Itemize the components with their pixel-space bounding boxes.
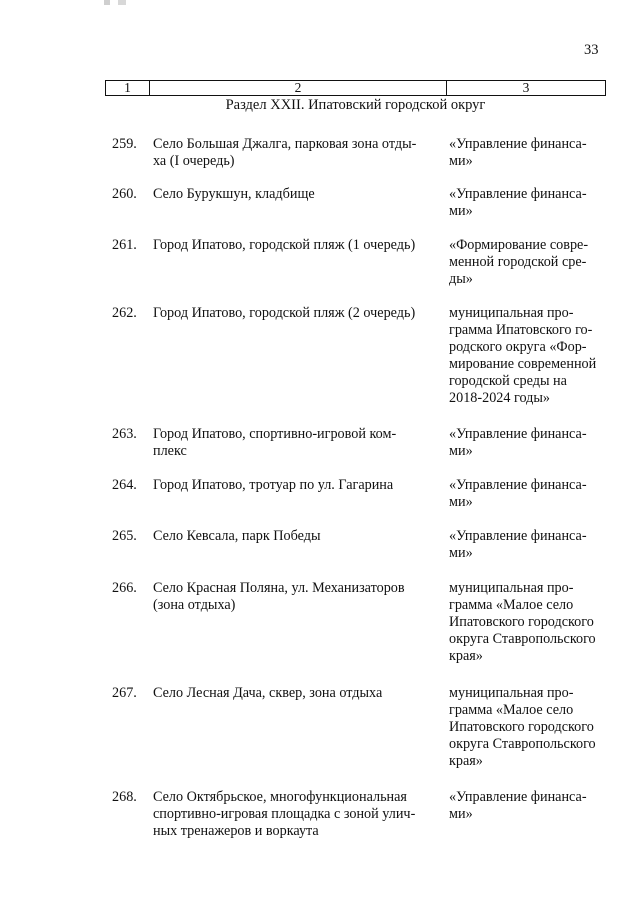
program-line: менной городской сре- (449, 254, 587, 270)
place-line: Село Октябрьское, многофункциональная (153, 789, 407, 805)
entry-place (153, 136, 439, 170)
entry-place (153, 789, 439, 840)
place-line: ных тренажеров и воркаута (153, 823, 319, 839)
entry-program (449, 426, 609, 460)
place-line: ха (I очередь) (153, 153, 235, 169)
program-line: ми» (449, 443, 473, 459)
program-line: грамма «Малое село (449, 597, 574, 613)
program-line: ми» (449, 545, 473, 561)
place-line: спортивно-игровая площадка с зоной улич- (153, 806, 416, 822)
entry-program (449, 789, 609, 823)
entry-place (153, 186, 439, 203)
entry-number: 266. (112, 580, 137, 596)
page-number: 33 (584, 42, 599, 58)
place-line: Город Ипатово, спортивно-игровой ком- (153, 426, 397, 442)
place-line: плекс (153, 443, 187, 459)
program-line: края» (449, 648, 483, 664)
program-line: «Формирование совре- (449, 237, 589, 253)
program-line: «Управление финанса- (449, 477, 587, 493)
place-line: (зона отдыха) (153, 597, 236, 613)
program-line: «Управление финанса- (449, 789, 587, 805)
program-line: муниципальная про- (449, 685, 574, 701)
program-line: ми» (449, 153, 473, 169)
header-col-3: 3 (522, 80, 530, 95)
entry-place (153, 305, 439, 322)
entry-number: 267. (112, 685, 137, 701)
program-line: «Управление финанса- (449, 528, 587, 544)
program-line: «Управление финанса- (449, 426, 587, 442)
program-line: «Управление финанса- (449, 136, 587, 152)
entry-place (153, 237, 439, 254)
place-line: Село Большая Джалга, парковая зона отды- (153, 136, 417, 152)
program-line: грамма Ипатовского го- (449, 322, 593, 338)
program-line: городской среды на (449, 373, 567, 389)
place-line: Город Ипатово, тротуар по ул. Гагарина (153, 477, 394, 493)
program-line: ды» (449, 271, 473, 287)
entry-number: 264. (112, 477, 137, 493)
program-line: родского округа «Фор- (449, 339, 587, 355)
entry-program (449, 685, 609, 770)
program-line: «Управление финанса- (449, 186, 587, 202)
entry-place (153, 426, 439, 460)
entry-number: 263. (112, 426, 137, 442)
entry-program (449, 136, 609, 170)
entry-number: 259. (112, 136, 137, 152)
program-line: 2018-2024 годы» (449, 390, 551, 406)
entry-number: 262. (112, 305, 137, 321)
program-line: Ипатовского городского (449, 719, 594, 735)
program-line: муниципальная про- (449, 305, 574, 321)
entry-program (449, 580, 609, 665)
place-line: Село Кевсала, парк Победы (153, 528, 321, 544)
place-line: Город Ипатово, городской пляж (1 очередь) (153, 237, 416, 253)
entry-place (153, 685, 439, 702)
entry-number: 268. (112, 789, 137, 805)
entry-program (449, 186, 609, 220)
program-line: округа Ставропольского (449, 736, 596, 752)
entry-place (153, 528, 439, 545)
entry-place (153, 580, 439, 614)
program-line: ми» (449, 203, 473, 219)
entry-program (449, 237, 609, 288)
place-line: Село Лесная Дача, сквер, зона отдыха (153, 685, 383, 701)
program-line: Ипатовского городского (449, 614, 594, 630)
entry-program (449, 528, 609, 562)
place-line: Село Бурукшун, кладбище (153, 186, 315, 202)
program-line: грамма «Малое село (449, 702, 574, 718)
section-title: Раздел XXII. Ипатовский городской округ (225, 97, 486, 113)
place-line: Город Ипатово, городской пляж (2 очередь) (153, 305, 416, 321)
program-line: муниципальная про- (449, 580, 574, 596)
program-line: края» (449, 753, 483, 769)
table-header (105, 80, 606, 96)
scan-artifact (104, 0, 180, 5)
place-line: Село Красная Поляна, ул. Механизаторов (153, 580, 405, 596)
header-col-1: 1 (106, 81, 150, 95)
program-line: ми» (449, 806, 473, 822)
entry-number: 260. (112, 186, 137, 202)
entry-place (153, 477, 439, 494)
entry-number: 261. (112, 237, 137, 253)
header-col-2: 2 (150, 81, 447, 95)
program-line: ми» (449, 494, 473, 510)
program-line: мирование современной (449, 356, 597, 372)
program-line: округа Ставропольского (449, 631, 596, 647)
entry-program (449, 477, 609, 511)
entry-number: 265. (112, 528, 137, 544)
entry-program (449, 305, 609, 407)
